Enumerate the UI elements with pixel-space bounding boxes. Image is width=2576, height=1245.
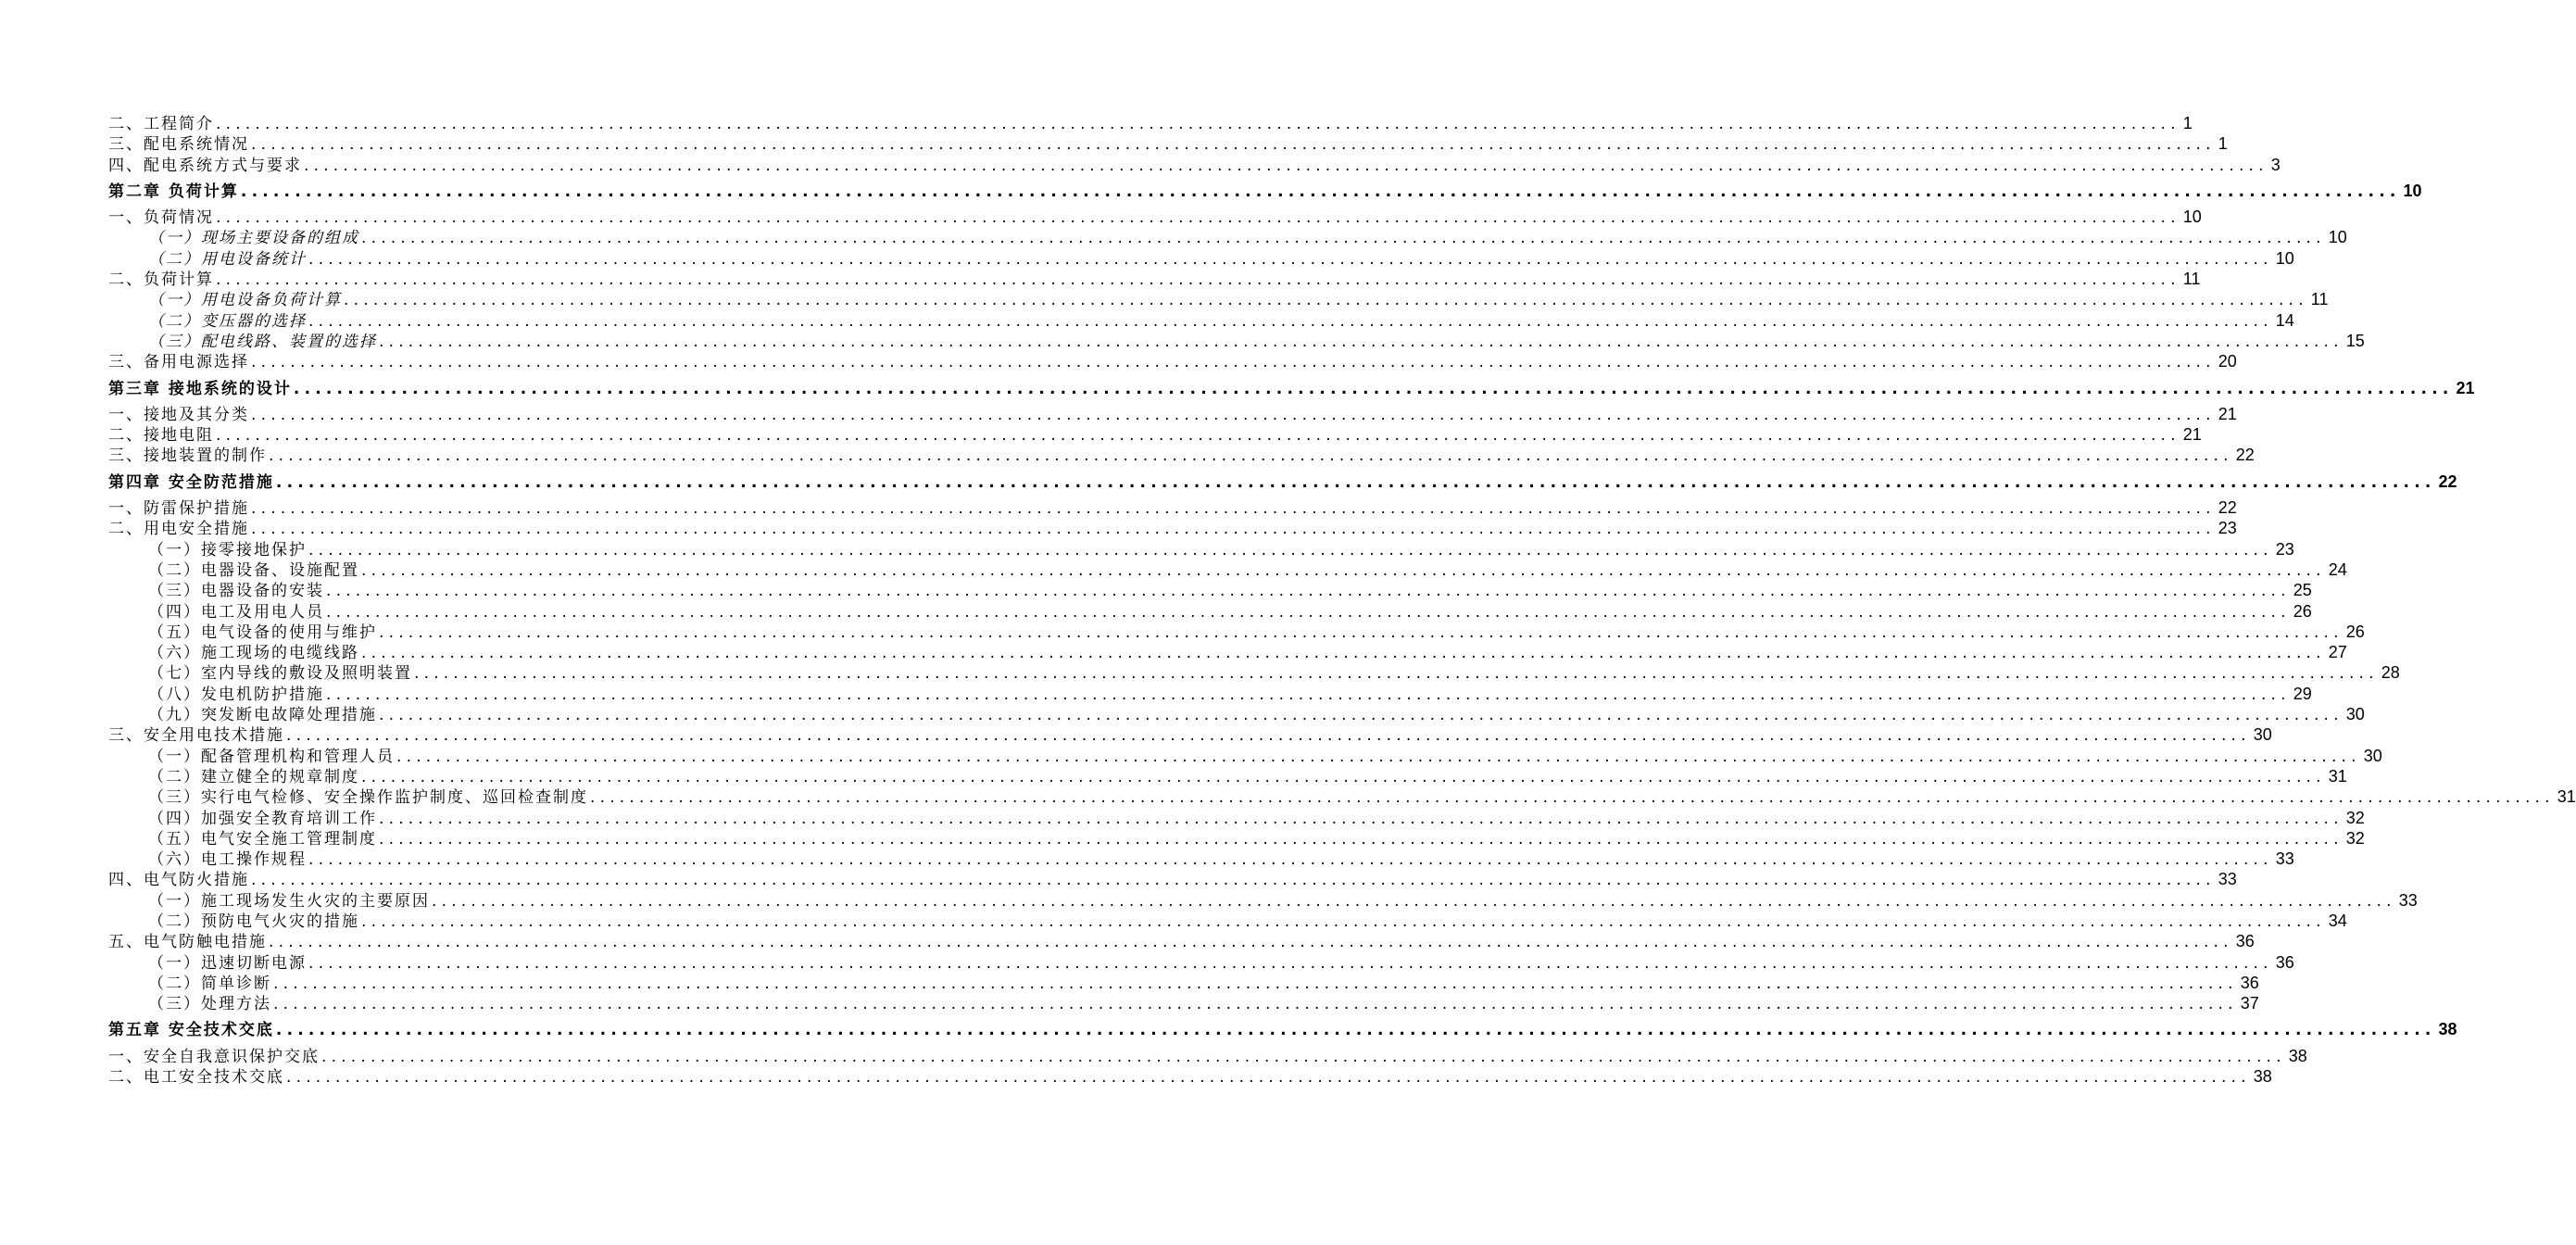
dot-leader: ........................................................................................................................................................................................................ xyxy=(361,767,2326,786)
toc-page-number: 10 xyxy=(2328,228,2347,247)
toc-entry[interactable] xyxy=(108,1066,2272,1088)
toc-entry-title: （一）迅速切断电源 xyxy=(148,953,307,973)
dot-leader: ........................................................................................................................................................................................................ xyxy=(321,1047,2286,1066)
toc-entry-title: （七）室内导线的敷设及照明装置 xyxy=(148,664,412,684)
dot-leader: ........................................................................................................................................................................................................ xyxy=(286,1068,2251,1088)
toc-entry[interactable] xyxy=(108,828,2365,849)
toc-page-number: 29 xyxy=(2293,684,2312,703)
toc-page-number: 20 xyxy=(2218,352,2237,371)
toc-entry-title: 五、电气防触电措施 xyxy=(108,933,267,952)
dot-leader: ........................................................................................................................................................................................................ xyxy=(396,747,2361,766)
toc-entry[interactable] xyxy=(108,766,2347,786)
dot-leader: ........................................................................................................................................................................................................ xyxy=(308,311,2273,331)
toc-page-number: 38 xyxy=(2253,1067,2272,1087)
toc-entry-title: （三）实行电气检修、安全操作监护制度、巡回检查制度 xyxy=(148,788,588,808)
toc-chapter-entry[interactable] xyxy=(108,181,2422,201)
dot-leader: ........................................................................................................................................................................................................ xyxy=(432,891,2396,911)
toc-entry-title: （八）发电机防护措施 xyxy=(148,685,324,704)
toc-entry-title: 一、接地及其分类 xyxy=(108,405,249,424)
toc-entry[interactable] xyxy=(108,155,2281,175)
toc-entry[interactable] xyxy=(108,518,2237,539)
dot-leader: ........................................................................................................................................................................................................ xyxy=(251,353,2216,372)
toc-entry-title: （四）电工及用电人员 xyxy=(148,602,324,622)
toc-page-number: 21 xyxy=(2456,378,2475,397)
dot-leader: ........................................................................................................................................................................................................ xyxy=(361,912,2326,931)
toc-entry[interactable] xyxy=(108,931,2255,952)
toc-entry[interactable] xyxy=(108,622,2365,642)
toc-page-number: 10 xyxy=(2403,181,2422,200)
toc-entry[interactable] xyxy=(108,289,2329,310)
toc-entry-title: 第四章 安全防范措施 xyxy=(108,472,274,492)
toc-chapter-entry[interactable] xyxy=(108,378,2475,398)
toc-entry-title: （二）电器设备、设施配置 xyxy=(148,560,359,580)
dot-leader: ........................................................................................................................................................................................................ xyxy=(326,602,2291,622)
toc-entry[interactable] xyxy=(108,890,2418,911)
dot-leader: ........................................................................................................................................................................................................ xyxy=(273,995,2238,1014)
toc-page-number: 21 xyxy=(2218,404,2237,423)
toc-page-number: 38 xyxy=(2438,1020,2457,1039)
toc-page-number: 30 xyxy=(2363,746,2382,765)
toc-page-number: 26 xyxy=(2293,601,2312,621)
toc-entry[interactable] xyxy=(108,331,2365,351)
toc-entry[interactable] xyxy=(108,113,2193,133)
toc-entry[interactable] xyxy=(108,973,2259,993)
toc-entry-title: （五）电气安全施工管理制度 xyxy=(148,829,377,849)
toc-entry-title: （九）突发断电故障处理措施 xyxy=(148,706,377,725)
dot-leader: ........................................................................................................................................................................................................ xyxy=(379,829,2344,849)
dot-leader: ........................................................................................................................................................................................................ xyxy=(414,664,2379,684)
toc-page-number: 22 xyxy=(2218,498,2237,518)
toc-entry-title: 二、负荷计算 xyxy=(108,270,214,290)
toc-page-number: 21 xyxy=(2182,425,2202,445)
dot-leader: ........................................................................................................................................................................................................ xyxy=(308,540,2273,560)
toc-page-number: 1 xyxy=(2218,134,2228,154)
toc-page-number: 36 xyxy=(2275,952,2294,972)
dot-leader: ........................................................................................................................................................................................................ xyxy=(293,379,2454,398)
toc-entry[interactable] xyxy=(108,424,2202,446)
dot-leader: ........................................................................................................................................................................................................ xyxy=(344,291,2308,310)
toc-entry-title: （二）用电设备统计 xyxy=(148,249,307,269)
toc-entry-title: （二）建立健全的规章制度 xyxy=(148,767,359,786)
toc-entry-title: （一）现场主要设备的组成 xyxy=(148,229,359,248)
toc-entry-title: （三）电器设备的安装 xyxy=(148,582,324,601)
toc-entry-title: （六）电工操作规程 xyxy=(148,850,307,870)
dot-leader: ........................................................................................................................................................................................................ xyxy=(251,405,2216,424)
toc-page-number: 15 xyxy=(2345,331,2365,350)
toc-page-number: 10 xyxy=(2275,248,2294,268)
toc-page-number: 3 xyxy=(2270,155,2281,174)
toc-entry[interactable] xyxy=(108,869,2237,890)
toc-entry[interactable] xyxy=(108,351,2237,372)
toc-page-number: 14 xyxy=(2275,310,2294,330)
toc-page-number: 31 xyxy=(2557,787,2576,807)
toc-entry-title: （四）加强安全教育培训工作 xyxy=(148,809,377,828)
toc-entry[interactable] xyxy=(108,786,2576,808)
toc-entry[interactable] xyxy=(108,310,2294,331)
dot-leader: ........................................................................................................................................................................................................ xyxy=(326,582,2291,601)
dot-leader: ........................................................................................................................................................................................................ xyxy=(379,622,2344,642)
toc-entry-title: 第五章 安全技术交底 xyxy=(108,1021,274,1040)
toc-entry-title: （二）预防电气火灾的措施 xyxy=(148,912,359,931)
toc-entry-title: （二）简单诊断 xyxy=(148,974,271,993)
dot-leader: ........................................................................................................................................................................................................ xyxy=(304,156,2268,175)
toc-entry[interactable] xyxy=(108,849,2294,870)
toc-entry[interactable] xyxy=(108,746,2382,766)
dot-leader: ........................................................................................................................................................................................................ xyxy=(379,706,2344,725)
toc-entry[interactable] xyxy=(108,269,2201,290)
toc-entry-title: （一）接零接地保护 xyxy=(148,540,307,560)
dot-leader: ........................................................................................................................................................................................................ xyxy=(275,1021,2436,1040)
toc-entry-title: （二）变压器的选择 xyxy=(148,311,307,331)
toc-entry-title: （一）用电设备负荷计算 xyxy=(148,291,342,310)
dot-leader: ........................................................................................................................................................................................................ xyxy=(273,974,2238,993)
toc-entry[interactable] xyxy=(108,601,2312,622)
toc-page-number: 28 xyxy=(2381,663,2400,683)
dot-leader: ........................................................................................................................................................................................................ xyxy=(269,933,2233,952)
toc-entry[interactable] xyxy=(108,248,2294,269)
toc-entry-title: （五）电气设备的使用与维护 xyxy=(148,622,377,642)
toc-page-number: 10 xyxy=(2182,208,2202,227)
toc-entry-title: 二、电工安全技术交底 xyxy=(108,1068,284,1088)
toc-page-number: 30 xyxy=(2253,725,2272,745)
dot-leader: ........................................................................................................................................................................................................ xyxy=(251,499,2216,519)
toc-entry-title: 一、防雷保护措施 xyxy=(108,499,249,519)
dot-leader: ........................................................................................................................................................................................................ xyxy=(269,446,2233,466)
toc-page-number: 36 xyxy=(2235,932,2255,951)
toc-page-number: 33 xyxy=(2398,890,2418,910)
toc-entry-title: （三）处理方法 xyxy=(148,995,271,1014)
toc-entry[interactable] xyxy=(108,227,2347,248)
toc-page-number: 37 xyxy=(2240,994,2259,1013)
toc-page-number: 22 xyxy=(2235,446,2255,465)
toc-entry[interactable] xyxy=(108,911,2347,931)
toc-entry-title: （三）配电线路、装置的选择 xyxy=(148,332,377,351)
toc-page-number: 38 xyxy=(2288,1046,2307,1065)
toc-entry[interactable] xyxy=(108,207,2202,228)
toc-page-number: 11 xyxy=(2182,270,2201,289)
toc-page-number: 30 xyxy=(2345,705,2365,724)
toc-entry[interactable] xyxy=(108,445,2255,466)
toc-entry[interactable] xyxy=(108,808,2365,828)
toc-page-number: 33 xyxy=(2275,849,2294,869)
toc-entry-title: 三、安全用电技术措施 xyxy=(108,726,284,746)
dot-leader: ........................................................................................................................................................................................................ xyxy=(240,182,2401,201)
toc-entry[interactable] xyxy=(108,642,2347,663)
dot-leader: ........................................................................................................................................................................................................ xyxy=(216,115,2180,133)
toc-chapter-entry[interactable] xyxy=(108,472,2457,492)
toc-page-number: 34 xyxy=(2328,911,2347,930)
dot-leader: ........................................................................................................................................................................................................ xyxy=(251,520,2216,539)
toc-page-number: 26 xyxy=(2345,622,2365,641)
toc-entry-title: （一）施工现场发生火灾的主要原因 xyxy=(148,891,430,911)
toc-entry-title: 四、电气防火措施 xyxy=(108,871,249,890)
toc-entry[interactable] xyxy=(108,560,2347,580)
toc-entry[interactable] xyxy=(108,993,2259,1014)
toc-page-number: 11 xyxy=(2310,290,2329,309)
toc-page-number: 32 xyxy=(2345,808,2365,827)
dot-leader: ........................................................................................................................................................................................................ xyxy=(379,809,2344,828)
dot-leader: ........................................................................................................................................................................................................ xyxy=(216,426,2180,446)
toc-page-number: 32 xyxy=(2345,828,2365,848)
dot-leader: ........................................................................................................................................................................................................ xyxy=(308,850,2273,870)
toc-entry[interactable] xyxy=(108,404,2237,424)
toc-entry-title: 一、负荷情况 xyxy=(108,208,214,228)
dot-leader: ........................................................................................................................................................................................................ xyxy=(216,208,2180,228)
dot-leader: ........................................................................................................................................................................................................ xyxy=(590,788,2555,808)
toc-entry-title: 第二章 负荷计算 xyxy=(108,182,239,201)
toc-entry-title: 三、接地装置的制作 xyxy=(108,446,267,466)
toc-entry[interactable] xyxy=(108,539,2294,560)
toc-page-number: 23 xyxy=(2218,519,2237,538)
toc-page-number: 27 xyxy=(2328,643,2347,662)
toc-page-number: 36 xyxy=(2240,973,2259,992)
dot-leader: ........................................................................................................................................................................................................ xyxy=(361,644,2326,663)
toc-page-number: 33 xyxy=(2218,870,2237,889)
toc-entry-title: 第三章 接地系统的设计 xyxy=(108,379,292,398)
toc-page-number: 22 xyxy=(2438,472,2457,491)
dot-leader: ........................................................................................................................................................................................................ xyxy=(308,249,2273,269)
dot-leader: ........................................................................................................................................................................................................ xyxy=(326,685,2291,704)
toc-page-number: 25 xyxy=(2293,581,2312,600)
toc-entry-title: 三、备用电源选择 xyxy=(108,353,249,372)
dot-leader: ........................................................................................................................................................................................................ xyxy=(251,871,2216,890)
toc-entry[interactable] xyxy=(108,497,2237,519)
toc-entry-title: （一）配备管理机构和管理人员 xyxy=(148,747,395,766)
toc-entry-title: 二、用电安全措施 xyxy=(108,520,249,539)
toc-entry-title: 四、配电系统方式与要求 xyxy=(108,156,302,175)
toc-page-number: 24 xyxy=(2328,560,2347,579)
toc-entry[interactable] xyxy=(108,684,2312,704)
toc-page-number: 31 xyxy=(2328,766,2347,786)
toc-entry-title: 二、接地电阻 xyxy=(108,426,214,446)
toc-page-number: 1 xyxy=(2182,114,2193,132)
dot-leader: ........................................................................................................................................................................................................ xyxy=(361,229,2326,248)
toc-entry[interactable] xyxy=(108,1046,2307,1066)
dot-leader: ........................................................................................................................................................................................................ xyxy=(275,472,2436,492)
dot-leader: ........................................................................................................................................................................................................ xyxy=(216,270,2180,290)
toc-page-number: 23 xyxy=(2275,539,2294,559)
dot-leader: ........................................................................................................................................................................................................ xyxy=(379,332,2344,351)
toc-entry[interactable] xyxy=(108,662,2400,684)
toc-chapter-entry[interactable] xyxy=(108,1019,2457,1040)
dot-leader: ........................................................................................................................................................................................................ xyxy=(251,135,2216,155)
dot-leader: ........................................................................................................................................................................................................ xyxy=(361,560,2326,580)
toc-entry[interactable] xyxy=(108,133,2228,155)
toc-entry-title: 三、配电系统情况 xyxy=(108,135,249,155)
toc-entry[interactable] xyxy=(108,580,2312,601)
toc-entry[interactable] xyxy=(108,704,2365,725)
toc-entry-title: 二、工程简介 xyxy=(108,115,214,133)
table-of-contents xyxy=(108,113,2576,1088)
toc-entry-title: 一、安全自我意识保护交底 xyxy=(108,1047,320,1066)
toc-entry[interactable] xyxy=(108,724,2272,746)
dot-leader: ........................................................................................................................................................................................................ xyxy=(308,953,2273,973)
toc-entry-title: （六）施工现场的电缆线路 xyxy=(148,644,359,663)
toc-entry[interactable] xyxy=(108,952,2294,973)
dot-leader: ........................................................................................................................................................................................................ xyxy=(286,726,2251,746)
